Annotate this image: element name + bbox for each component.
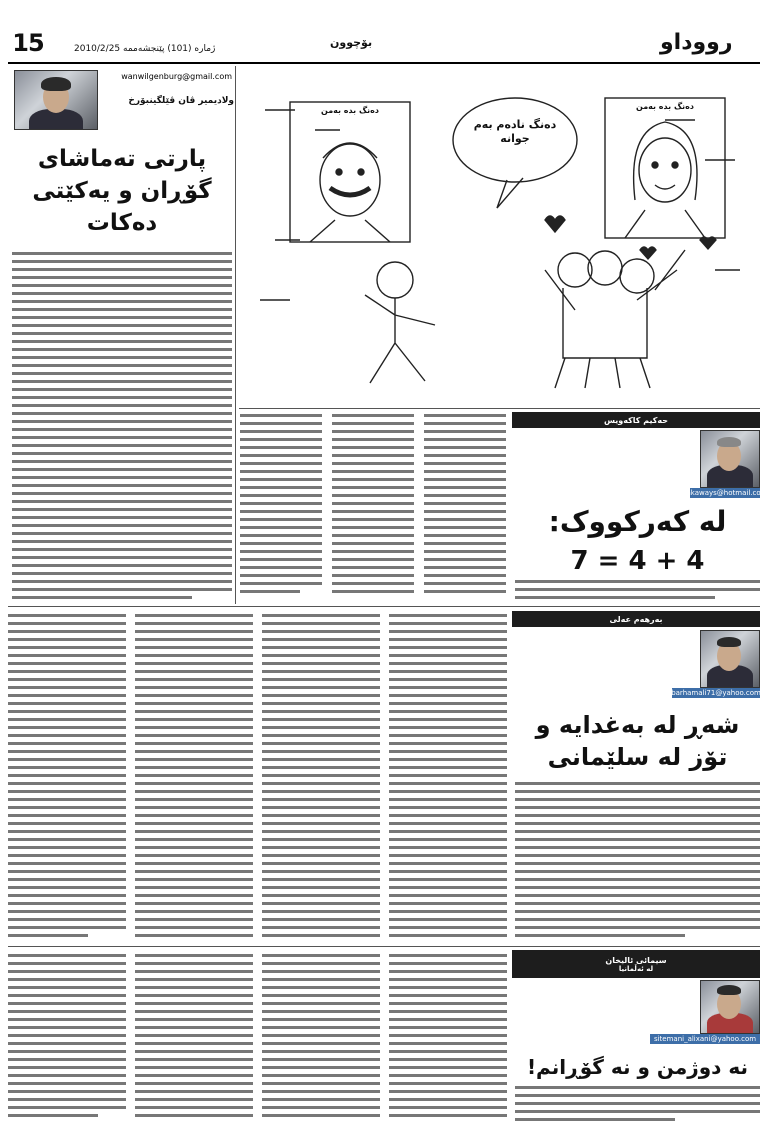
article-body xyxy=(240,412,506,602)
article-headline: نە دوژمن و نە گۆڕانم! xyxy=(526,1055,749,1079)
header-divider xyxy=(8,62,760,64)
author-name: حەکیم کاکەویس xyxy=(603,415,669,425)
author-photo xyxy=(700,980,760,1034)
author-email: sitemani_alixani@yahoo.com xyxy=(650,1034,760,1044)
author-photo xyxy=(700,630,760,688)
article-body-continued xyxy=(515,1084,760,1124)
byline-bar xyxy=(512,611,760,627)
article-body xyxy=(8,612,508,942)
article-headline-line1: شەڕ لە بەغدایە و xyxy=(535,711,740,739)
page-number: 15 xyxy=(12,29,44,57)
author-photo xyxy=(14,70,98,130)
author-email: kakaways@hotmail.com xyxy=(682,489,768,497)
row-divider xyxy=(8,946,760,947)
article-headline-line2: گۆڕان و یەکێتی xyxy=(32,178,212,204)
text-lines xyxy=(8,952,508,1122)
author-photo xyxy=(700,430,760,488)
row-divider xyxy=(8,606,760,607)
author-location: لە ئەڵمانیا xyxy=(618,964,654,973)
byline-bar xyxy=(512,950,760,978)
article-body-continued xyxy=(515,780,760,942)
article-headline-line2: تۆز لە سلێمانی xyxy=(547,743,728,771)
article-body-continued xyxy=(515,578,760,602)
text-lines xyxy=(515,780,760,942)
text-lines xyxy=(12,250,232,602)
text-lines xyxy=(515,1084,760,1124)
article-body xyxy=(8,952,508,1122)
frame-right-label: دەنگ بدە بەمن xyxy=(636,102,694,111)
author-email: barhamali71@yahoo.com xyxy=(671,689,761,697)
text-lines xyxy=(240,412,506,602)
author-name: ولادیمیر ڤان ڤێلگینبۆرخ xyxy=(128,96,234,106)
frame-left-label: دەنگ بدە بەمن xyxy=(321,106,379,115)
article-headline: لە کەرکووک: xyxy=(548,505,727,538)
article-body xyxy=(12,250,232,602)
author-name: بەرهەم عەلی xyxy=(609,614,663,624)
author-email: wanwilgenburg@gmail.com xyxy=(121,72,232,81)
speech-bubble-text: دەنگ نادەم بەم جوانە xyxy=(473,118,557,145)
issue-line: ژمارە (101) پێنجشەممە 2010/2/25 xyxy=(74,44,216,54)
byline-bar xyxy=(512,412,760,428)
text-lines xyxy=(8,612,508,942)
newspaper-logo: رووداو xyxy=(660,30,733,55)
article-headline-line1: پارتی تەماشای xyxy=(37,146,207,172)
article-subheadline: 7 = 4 + 4 xyxy=(570,546,705,576)
page-header xyxy=(0,0,768,62)
article-headline-line3: دەکات xyxy=(86,210,158,236)
text-lines xyxy=(515,578,760,602)
author-name: سیمائی ئالیخان xyxy=(605,955,667,965)
row-divider xyxy=(239,408,760,409)
column-divider xyxy=(235,66,236,604)
section-title: بۆچوون xyxy=(330,36,373,49)
editorial-cartoon xyxy=(245,70,760,400)
